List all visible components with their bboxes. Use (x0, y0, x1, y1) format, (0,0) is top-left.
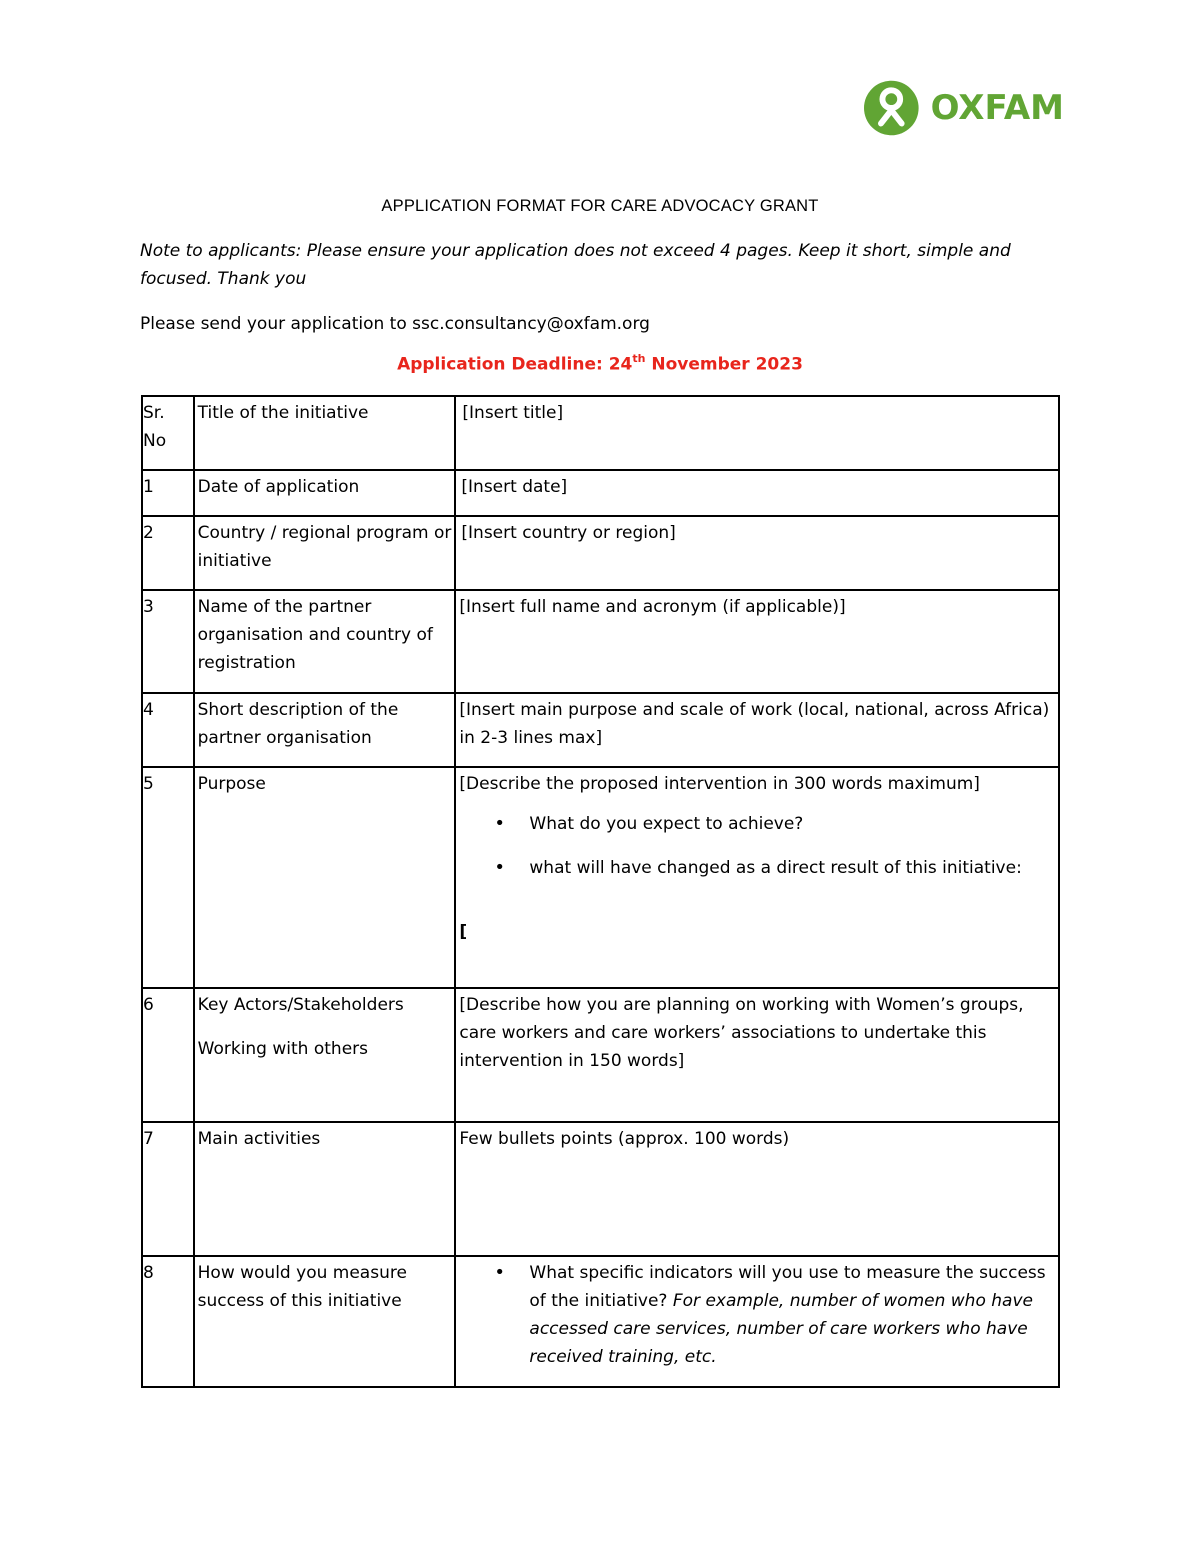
row-number: 1 (142, 470, 194, 516)
bullet-example: For example, number of women who have accessed care services, number of care workers who have received training, etc. (529, 1291, 1033, 1367)
table-row (142, 396, 1059, 470)
row-number: 3 (142, 590, 194, 693)
field-label: Purpose (194, 767, 456, 988)
field-value[interactable]: [Insert full name and acronym (if applicable)] (455, 590, 1059, 693)
send-application-line: Please send your application to ssc.consultancy@oxfam.org (140, 314, 650, 334)
field-label: How would you measure success of this initiative (194, 1256, 456, 1387)
field-label: Name of the partner organisation and country of registration (194, 590, 456, 693)
document-title: APPLICATION FORMAT FOR CARE ADVOCACY GRANT (381, 197, 819, 215)
field-label: Main activities (194, 1122, 456, 1256)
table-row (142, 1256, 1059, 1387)
field-label-primary: Key Actors/Stakeholders (197, 995, 404, 1015)
bullet-text: What specific indicators will you use to measure the success of the initiative? (529, 1263, 1046, 1311)
row-number: 2 (142, 516, 194, 590)
table-row (142, 693, 1059, 767)
application-form-table (141, 395, 1060, 1388)
table-row (142, 988, 1059, 1122)
oxfam-logo-icon (864, 71, 919, 145)
row-number: 8 (142, 1256, 194, 1387)
field-value[interactable] (455, 767, 1059, 988)
deadline-ordinal: th (632, 352, 646, 365)
application-deadline (0, 353, 1200, 375)
row-number: 4 (142, 693, 194, 767)
list-item: • what will have changed as a direct result of this initiative: (529, 854, 1056, 882)
oxfam-logo (864, 72, 1064, 144)
deadline-prefix: Application Deadline: 24 (397, 354, 633, 375)
purpose-instruction: [Describe the proposed intervention in 300 words maximum] (459, 774, 980, 794)
table-row (142, 516, 1059, 590)
field-value[interactable]: [Insert country or region] (455, 516, 1059, 590)
field-value[interactable]: [Describe how you are planning on working with Women’s groups, care workers and care workers’ associations to undertake this intervention in 150 words] (455, 988, 1059, 1122)
row-number: 5 (142, 767, 194, 988)
field-label: Short description of the partner organisation (194, 693, 456, 767)
note-to-applicants: Note to applicants: Please ensure your application does not exceed 4 pages. Keep it short, simple and focused. Thank you (140, 241, 1011, 289)
field-label (194, 988, 456, 1122)
table-row (142, 470, 1059, 516)
table-row (142, 767, 1059, 988)
oxfam-logo-text: OXFAM (930, 88, 1064, 128)
sr-no-header: Sr. No (142, 396, 194, 470)
trailing-bracket: [ (459, 922, 468, 942)
deadline-suffix: November 2023 (645, 354, 803, 375)
table-row (142, 590, 1059, 693)
field-label: Title of the initiative (194, 396, 456, 470)
field-label: Country / regional program or initiative (194, 516, 456, 590)
field-label: Date of application (194, 470, 456, 516)
field-value[interactable]: [Insert main purpose and scale of work (local, national, across Africa) in 2-3 lines max] (455, 693, 1059, 767)
list-item (529, 1259, 1056, 1371)
field-value[interactable]: [Insert title] (455, 396, 1059, 470)
row-number: 6 (142, 988, 194, 1122)
table-row (142, 1122, 1059, 1256)
field-label-secondary: Working with others (197, 1039, 368, 1059)
field-value[interactable]: Few bullets points (approx. 100 words) (455, 1122, 1059, 1256)
purpose-bullets (459, 810, 1056, 882)
measure-bullets (459, 1259, 1056, 1371)
list-item: • What do you expect to achieve? (529, 810, 1056, 838)
row-number: 7 (142, 1122, 194, 1256)
field-value[interactable]: [Insert date] (455, 470, 1059, 516)
field-value[interactable] (455, 1256, 1059, 1387)
